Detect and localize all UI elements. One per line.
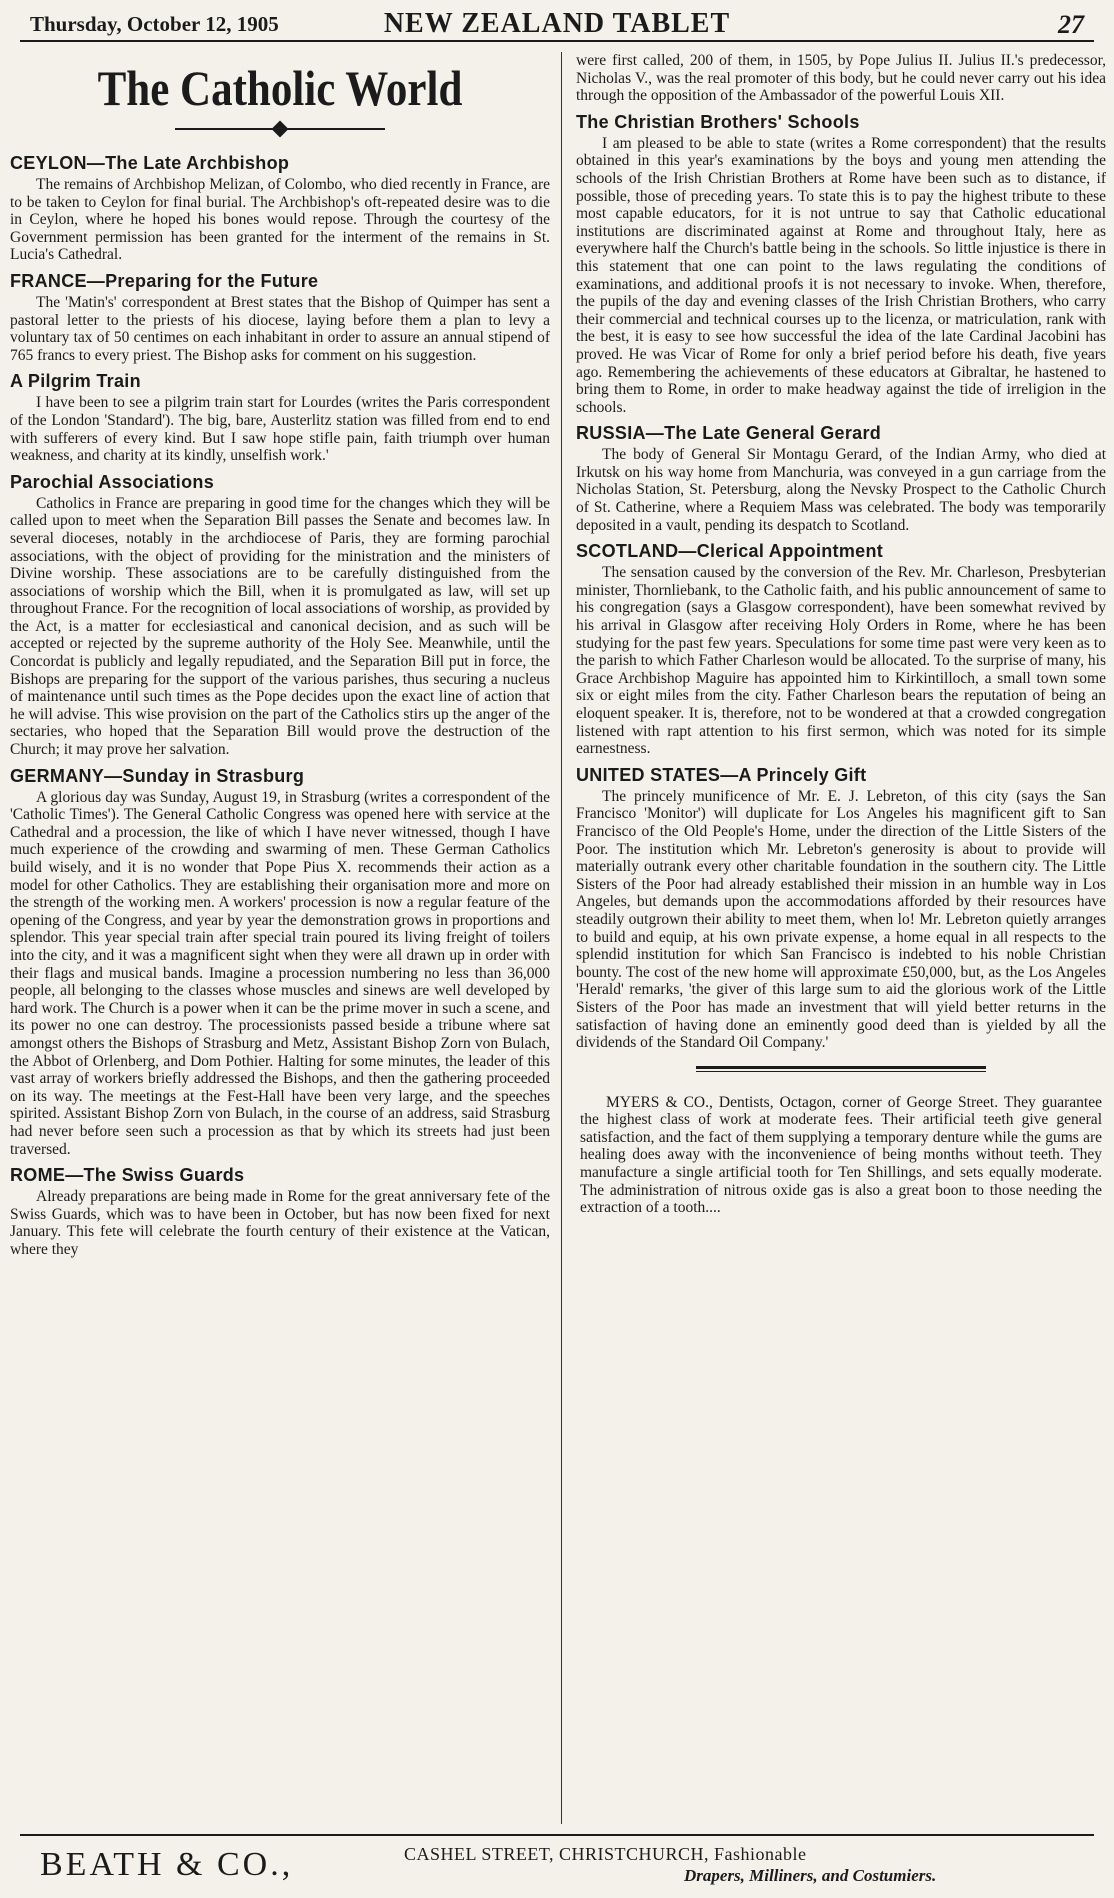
footer-trades: Drapers, Milliners, and Costumiers.: [684, 1866, 937, 1885]
section-heading-russia: RUSSIA—The Late General Gerard: [576, 423, 882, 444]
footer-advert: [20, 1834, 1094, 1890]
article-germany: A glorious day was Sunday, August 19, in Strasburg (writes a correspondent of the 'Catholic Times'). The General Catholic Congress was opened here with service at the Cathedral and a procession, the like of which I have never witnessed, though I have much experience of the crowding and swarming of men. These German Catholics build wisely, and it is no wonder that Pope Pius X. recommends their action as a model for other Catholics. They are establishing their organisation more and more on the strength of the working men. A workers' procession is now a regular feature of the opening of the Congress, and year by year the demonstration grows in proportions and splendor. This year special train after special train poured its living freight of toilers into the city, and it was a magnificent sight when they were all drawn up in order with their flags and musical bands. Imagine a procession numbering no less than 36,000 people, all belonging to the classes whose muscles and sinews are well developed by hard work. The Church is a power when it can be the prime mover in such a scene, and its power no one can destroy. The processionists passed beside a tribune where sat amongst others the Bishops of Strasburg and Metz, Assistant Bishop Zorn von Bulach, the Abbot of Orlenberg, and Dom Pothier. Halting for some minutes, the leader of this vast array of workers briefly addressed the Bishops, and then the gathering proceeded on its way. The meetings at the Fest-Hall have been very large, and the speeches spirited. Assistant Bishop Zorn von Bulach, in the course of an address, said Strasburg had never before seen such a procession as that by which its streets had just been traversed.: [10, 788, 550, 1158]
section-heading-germany: GERMANY—Sunday in Strasburg: [10, 765, 305, 786]
section-heading-france: FRANCE—Preparing for the Future: [10, 270, 319, 291]
right-column: [576, 52, 1106, 1824]
masthead-title: The Catholic World: [97, 60, 463, 116]
advert-myers: MYERS & CO., Dentists, Octagon, corner of George Street. They guarantee the highest class of work at moderate fees. Their artificial teeth give general satisfaction, and the fact of them supplying a temporary denture while the gums are healing does away with the inconvenience of being months without teeth. They manufacture a single artificial tooth for Ten Shillings, and sets equally moderate. The administration of nitrous oxide gas is also a great boon to those needing the extraction of a tooth....: [580, 1093, 1102, 1217]
article-us: The princely munificence of Mr. E. J. Lebreton, of this city (says the San Francisco 'Monitor') will duplicate for Los Angeles his magnificent gift to San Francisco of the Old People's Home, under the direction of the Little Sisters of the Poor. The institution which Mr. Lebreton's generosity is about to provide will materially outrank every other charitable foundation in the southern city. The Little Sisters of the Poor had already established their mission in an humble way in Los Angeles, but demands upon the accommodations afforded by their resources have steadily outgrown their ability to meet them, when lo! Mr. Lebreton quietly arranges to build and equip, at his own private expense, a home equal in all respects to the splendid institution for which San Francisco is indebted to his noble Christian bounty. The cost of the new home will approximate £50,000, but, as the Los Angeles 'Herald' remarks, 'the giver of this large sum to aid the glorious work of the Little Sisters of the Poor has made an investment that will yield better returns in the satisfaction of having done an eminently good deed than is yielded by all the dividends of the Standard Oil Company.': [576, 787, 1106, 1052]
article-rome: Already preparations are being made in Rome for the great anniversary fete of the Swiss Guards, which was to have been in October, but has now been fixed for next January. This fete will celebrate the fourth century of their existence at the Vatican, where they: [10, 1188, 550, 1258]
page-header: [20, 6, 1094, 42]
section-heading-brothers: The Christian Brothers' Schools: [576, 111, 860, 132]
diamond-icon: [272, 121, 289, 138]
page-number: 27: [1058, 10, 1084, 39]
article-pilgrim: I have been to see a pilgrim train start for Lourdes (writes the Paris correspondent of the London 'Standard'). The big, bare, Austerlitz station was filled from end to end with sufferers of every kind. But I saw hope stifle pain, faith triumph over human weakness, and charity at its kindly, unselfish work.': [10, 394, 550, 465]
column-divider: [561, 52, 562, 1824]
header-date: Thursday, October 12, 1905: [30, 12, 279, 36]
article-parochial: Catholics in France are preparing in good time for the changes which they will be called upon to meet when the Separation Bill passes the Senate and becomes law. In several dioceses, notably in the archdiocese of Paris, they are forming parochial associations, with the object of providing for the ministration and the ministers of Divine worship. These associations are to be carefully distinguished from the associations of worship which the Bill, when it is promulgated as law, will set up throughout France. For the recognition of local associations of worship, as provided by the Act, is a matter for ecclesiastical and canonical decision, and as such will be accepted or rejected by the supreme authority of the Holy See. Meanwhile, until the Concordat is publicly and legally repudiated, and the Separation Bill put in force, the Bishops are preparing for the support of the various parishes, thus securing a nucleus of maintenance until such times as the Pope decides upon the exact line of action that he will advise. This wise provision on the part of the Catholics stirs up the anger of the sectaries, who hoped that the Separation Bill would prove the destruction of the Church; it may prove her salvation.: [10, 494, 550, 759]
footer-brand: BEATH & CO.,: [40, 1846, 294, 1883]
article-ceylon: The remains of Archbishop Melizan, of Colombo, who died recently in France, are to be taken to Ceylon for final burial. The Archbishop's oft-repeated desire was to die in Ceylon, where he hoped his bones would repose. Through the courtesy of the Government permission has been granted for the interment of the remains in St. Lucia's Cathedral.: [10, 176, 550, 264]
section-heading-pilgrim: A Pilgrim Train: [10, 371, 141, 392]
article-brothers: I am pleased to be able to state (writes a Rome correspondent) that the results obtained in this year's examinations by the boys and young men attending the schools of the Irish Christian Brothers at Rome have been such as to distance, if possible, those of preceding years. To state this is to pay the highest tribute to these most capable educators, for it is not untrue to say that Catholic educational institutions are discriminated against at Rome and throughout Italy, here as everywhere half the Church's battle being in the schools. So little injustice is there in this statement that one can point to the laws regulating the conditions of examinations, and additional proofs it is not necessary to invoke. When, therefore, the pupils of the day and evening classes of the Irish Christian Brothers, who carry their commercial and technical courses up to the licenza, or matriculation, rank with the best, it is easy to see how successful the idea of the late Cardinal Jacobini has proved. He was Vicar of Rome for only a brief period before his death, five years ago. Remembering the achievements of these educators at Gibraltar, he hastened to bring them to Rome, in order to make headway against the tide of irreligion in the schools.: [576, 134, 1106, 416]
advert-rule-thin: [696, 1071, 986, 1072]
article-russia: The body of General Sir Montagu Gerard, of the Indian Army, who died at Irkutsk on his way home from Manchuria, was conveyed in a gun carriage from the Nicholas Station, St. Petersburg, along the Nevsky Prospect to the Catholic Church of St. Catherine, where a Requiem Mass was celebrated. The body was temporarily deposited in a vault, pending its despatch to Scotland.: [576, 446, 1106, 534]
article-france: The 'Matin's' correspondent at Brest states that the Bishop of Quimper has sent a pastoral letter to the priests of his diocese, laying before them a plan to levy a voluntary tax of 50 centimes on each inhabitant in order to assure an annual stipend of 765 francs to every priest. The Bishop asks for comment on his suggestion.: [10, 293, 550, 364]
section-heading-parochial: Parochial Associations: [10, 471, 215, 492]
section-heading-rome: ROME—The Swiss Guards: [10, 1165, 245, 1186]
header-title: NEW ZEALAND TABLET: [383, 8, 731, 39]
article-scotland: The sensation caused by the conversion of the Rev. Mr. Charleson, Presbyterian minister, Thornliebank, to the Catholic faith, and his public announcement of same to his congregation (says a Glasgow correspondent), have been somewhat revived by his arrival in Glasgow after receiving Holy Orders in Rome, where he has been studying for the past few years. Speculations for some time past were very keen as to the parish to which Father Charleson would be allocated. To the surprise of many, his Grace Archbishop Maguire has appointed him to Kirkintilloch, a small town some six or eight miles from the city. Father Charleson bears the reputation of being an eloquent speaker. It is, therefore, not to be wondered at that a crowded congregation listened with rapt attention to his first sermon, which was noted for its simple earnestness.: [576, 564, 1106, 758]
section-heading-us: UNITED STATES—A Princely Gift: [576, 764, 867, 785]
footer-address: CASHEL STREET, CHRISTCHURCH, Fashionable: [404, 1844, 807, 1864]
advert-rule: [696, 1066, 986, 1069]
article-rome-continued: were first called, 200 of them, in 1505, by Pope Julius II. Julius II.'s predecessor, Nicholas V., was the real promoter of this body, but he could never carry out his idea through the opposition of the Ambassador of the powerful Louis XII.: [576, 52, 1106, 105]
section-heading-ceylon: CEYLON—The Late Archbishop: [10, 153, 290, 173]
ornament-divider: [175, 120, 385, 138]
left-column: [10, 52, 550, 1824]
section-heading-scotland: SCOTLAND—Clerical Appointment: [576, 541, 884, 562]
